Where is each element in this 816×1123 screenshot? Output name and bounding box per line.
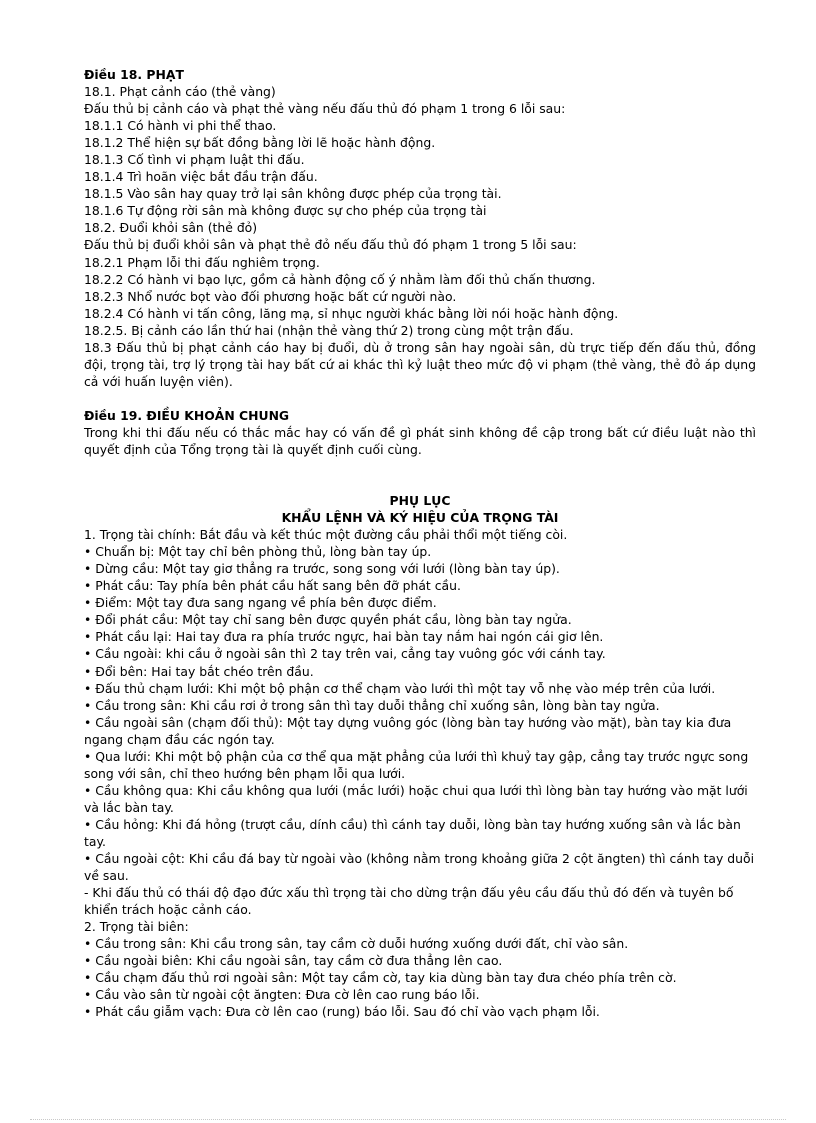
art18-line: 18.1.1 Có hành vi phi thể thao.: [84, 118, 277, 134]
appendix-item: • Phát cầu lại: Hai tay đưa ra phía trước ngực, hai bàn tay nắm hai ngón cái giơ lên.: [84, 629, 604, 645]
art18-line: 18.1. Phạt cảnh cáo (thẻ vàng): [84, 84, 276, 100]
appendix-item: • Đổi bên: Hai tay bắt chéo trên đầu.: [84, 663, 314, 679]
art18-line: 18.1.6 Tự động rời sân mà không được sự cho phép của trọng tài: [84, 203, 487, 219]
appendix-item: • Cầu trong sân: Khi cầu rơi ở trong sân thì tay duỗi thẳng chỉ xuống sân, lòng bàn tay ngửa.: [84, 697, 660, 713]
art18-line: Đấu thủ bị đuổi khỏi sân và phạt thẻ đỏ nếu đấu thủ đó phạm 1 trong 5 lỗi sau:: [84, 237, 577, 253]
art18-paragraph-18-3: 18.3 Đấu thủ bị phạt cảnh cáo hay bị đuổi, dù ở trong sân hay ngoài sân, dù trực tiếp đến đấu thủ, đồng đội, trọng tài, trợ lý trọng tài hay bất cứ ai khác thì kỷ luật theo mức độ vi phạm (thẻ vàng, thẻ đỏ áp dụng cả với huấn luyện viên).: [84, 339, 756, 389]
art18-line: 18.2.4 Có hành vi tấn công, lăng mạ, sỉ nhục người khác bằng lời nói hoặc hành động.: [84, 305, 619, 321]
appendix-title: PHỤ LỤC: [389, 493, 451, 509]
art18-line: 18.1.2 Thể hiện sự bất đồng bằng lời lẽ hoặc hành động.: [84, 135, 436, 151]
appendix-item: • Cầu trong sân: Khi cầu trong sân, tay cầm cờ duỗi hướng xuống dưới đất, chỉ vào sân.: [84, 936, 629, 952]
appendix-item: • Qua lưới: Khi một bộ phận của cơ thể qua mặt phẳng của lưới thì khuỷ tay gập, cẳng tay trước ngực song song với sân, chỉ theo hướng bên phạm lỗi qua lưới.: [84, 748, 749, 781]
article-18-title: Điều 18. PHẠT: [84, 67, 184, 82]
art18-line: Đấu thủ bị cảnh cáo và phạt thẻ vàng nếu đấu thủ đó phạm 1 trong 6 lỗi sau:: [84, 101, 566, 117]
appendix-item: • Cầu ngoài biên: Khi cầu ngoài sân, tay cầm cờ đưa thẳng lên cao.: [84, 953, 503, 969]
art18-line: 18.2.2 Có hành vi bạo lực, gồm cả hành động cố ý nhằm làm đối thủ chấn thương.: [84, 271, 596, 287]
appendix-item: • Phát cầu: Tay phía bên phát cầu hất sang bên đỡ phát cầu.: [84, 578, 461, 594]
article-19-title: Điều 19. ĐIỀU KHOẢN CHUNG: [84, 407, 290, 423]
appendix-item: - Khi đấu thủ có thái độ đạo đức xấu thì trọng tài cho dừng trận đấu yêu cầu đấu thủ đó đến và tuyên bố khiển trách hoặc cảnh cáo.: [84, 885, 734, 918]
page-bottom-rule: [30, 1119, 786, 1120]
art18-line: 18.2.1 Phạm lỗi thi đấu nghiêm trọng.: [84, 254, 320, 270]
appendix-item: • Dừng cầu: Một tay giơ thẳng ra trước, song song với lưới (lòng bàn tay úp).: [84, 561, 560, 577]
appendix-item: • Đổi phát cầu: Một tay chỉ sang bên được quyền phát cầu, lòng bàn tay ngửa.: [84, 612, 572, 628]
appendix-item: • Cầu vào sân từ ngoài cột ăngten: Đưa cờ lên cao rung báo lỗi.: [84, 987, 480, 1003]
appendix-item: • Cầu ngoài: khi cầu ở ngoài sân thì 2 tay trên vai, cẳng tay vuông góc với cánh tay.: [84, 646, 606, 662]
appendix-item: • Cầu không qua: Khi cầu không qua lưới (mắc lưới) hoặc chui qua lưới thì lòng bàn tay hướng vào mặt lưới và lắc bàn tay.: [84, 782, 748, 815]
appendix-item: • Chuẩn bị: Một tay chỉ bên phòng thủ, lòng bàn tay úp.: [84, 544, 432, 560]
spacer: [84, 458, 756, 492]
appendix-item: • Cầu chạm đấu thủ rơi ngoài sân: Một tay cầm cờ, tay kia dùng bàn tay đưa chéo phía trên cờ.: [84, 970, 677, 986]
article-19-text: Trong khi thi đấu nếu có thắc mắc hay có vấn đề gì phát sinh không đề cập trong bất cứ điều luật nào thì quyết định của Tổng trọng tài là quyết định cuối cùng.: [84, 424, 756, 457]
spacer: [84, 390, 756, 407]
appendix-item: • Cầu hỏng: Khi đá hỏng (trượt cầu, dính cầu) thì cánh tay duỗi, lòng bàn tay hướng xuống sân và lắc bàn tay.: [84, 816, 741, 849]
appendix-subtitle: KHẨU LỆNH VÀ KÝ HIỆU CỦA TRỌNG TÀI: [281, 510, 559, 526]
appendix-item: • Điểm: Một tay đưa sang ngang về phía bên được điểm.: [84, 595, 437, 611]
appendix-item: • Đấu thủ chạm lưới: Khi một bộ phận cơ thể chạm vào lưới thì một tay vỗ nhẹ vào mép trên của lưới.: [84, 680, 716, 696]
appendix-item: • Phát cầu giẫm vạch: Đưa cờ lên cao (rung) báo lỗi. Sau đó chỉ vào vạch phạm lỗi.: [84, 1004, 600, 1020]
appendix-item: 1. Trọng tài chính: Bắt đầu và kết thúc một đường cầu phải thổi một tiếng còi.: [84, 527, 568, 543]
appendix-item: 2. Trọng tài biên:: [84, 919, 189, 935]
appendix-item: • Cầu ngoài sân (chạm đối thủ): Một tay dựng vuông góc (lòng bàn tay hướng vào mặt), bàn tay kia đưa ngang chạm đầu các ngón tay.: [84, 714, 732, 747]
art18-line: 18.2.5. Bị cảnh cáo lần thứ hai (nhận thẻ vàng thứ 2) trong cùng một trận đấu.: [84, 322, 574, 338]
art18-line: 18.1.4 Trì hoãn việc bắt đầu trận đấu.: [84, 169, 318, 185]
art18-line: 18.1.5 Vào sân hay quay trở lại sân không được phép của trọng tài.: [84, 186, 502, 202]
appendix-item: • Cầu ngoài cột: Khi cầu đá bay từ ngoài vào (không nằm trong khoảng giữa 2 cột ăngten) thì cánh tay duỗi về sau.: [84, 851, 755, 884]
art18-line: 18.1.3 Cố tình vi phạm luật thi đấu.: [84, 152, 305, 168]
document-page: [84, 66, 756, 1020]
art18-line: 18.2.3 Nhổ nước bọt vào đối phương hoặc bất cứ người nào.: [84, 288, 457, 304]
art18-line: 18.2. Đuổi khỏi sân (thẻ đỏ): [84, 220, 258, 236]
